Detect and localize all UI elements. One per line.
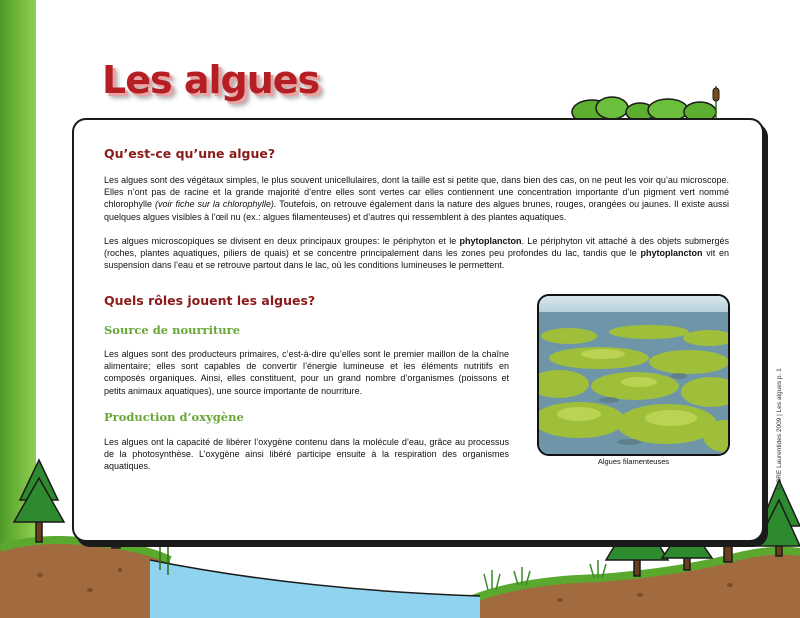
- left-pine-tree: [14, 460, 64, 542]
- subheading-food-source: Source de nourriture: [104, 323, 241, 337]
- page-title: Les algues: [102, 58, 320, 102]
- paragraph-food-source: Les algues sont des producteurs primaires, c’est-à-dire qu’elles sont le premier maillon de la chaîne alimentaire; elles sont capables de convertir l’énergie lumineuse et les éléments nutritifs en composés organiques. Ainsi, elles constituent, pour un grand nombre d’organismes (poissons et petits animaux aquatiques), une source importante de nourriture.: [104, 349, 509, 396]
- section-heading-what-is-algae: Qu’est-ce qu’une algue?: [104, 146, 276, 161]
- paragraph-groups-text-b: . Le périphyton vit attaché à des objets submergés (roches, plantes aquatiques, piliers de quais) et se concentre principalement dans les zones peu profondes du lac, tandis que le: [104, 236, 729, 259]
- paragraph-oxygen: Les algues ont la capacité de libérer l’oxygène contenu dans la molécule d’eau, grâce au processus de la photosynthèse. L’oxygène ainsi libéré participe ensuite à la respiration des organismes aquatiques.: [104, 437, 509, 472]
- algae-photo: [537, 294, 730, 456]
- section-heading-roles: Quels rôles jouent les algues?: [104, 293, 316, 308]
- subheading-oxygen-production: Production d’oxygène: [104, 410, 244, 424]
- paragraph-groups-text-c: vit en suspension dans l’eau et se retrouve partout dans le lac, où les conditions lumineuses le permettent.: [104, 248, 729, 271]
- paragraph-definition: [104, 174, 729, 223]
- paragraph-groups-text-a: Les algues microscopiques se divisent en deux principaux groupes: le périphyton et le: [104, 236, 460, 246]
- chlorophyll-reference: (voir fiche sur la chlorophylle).: [155, 199, 277, 210]
- phytoplankton-term: phytoplancton: [459, 236, 522, 246]
- page-credit: © CRE Laurentides 2009 | Les algues p. 1: [776, 368, 783, 490]
- photo-caption: Algues filamenteuses: [597, 457, 670, 466]
- paragraph-groups: [104, 235, 729, 272]
- paragraph-definition-text-b: Toutefois, on retrouve également dans la nature des algues brunes, rouges, orangées ou jaunes. Il existe aussi quelques algues visibles à l’œil nu (ex.: algues filamenteuses) et d’autres qui ressemblent à des plantes aquatiques.: [104, 199, 729, 222]
- phytoplankton-term-2: phytoplancton: [640, 248, 703, 259]
- paragraph-definition-text-a: Les algues sont des végétaux simples, le plus souvent unicellulaires, dont la taille est si petite que, dans bien des cas, on ne peut les voir qu’au microscope. Elles n’ont pas de racine et la grande majorité d’entre elles sont vertes car elles contiennent une concentration importante d’un pigment vert nommé chlorophylle: [104, 175, 729, 210]
- filamentous-algae-image: [539, 296, 728, 454]
